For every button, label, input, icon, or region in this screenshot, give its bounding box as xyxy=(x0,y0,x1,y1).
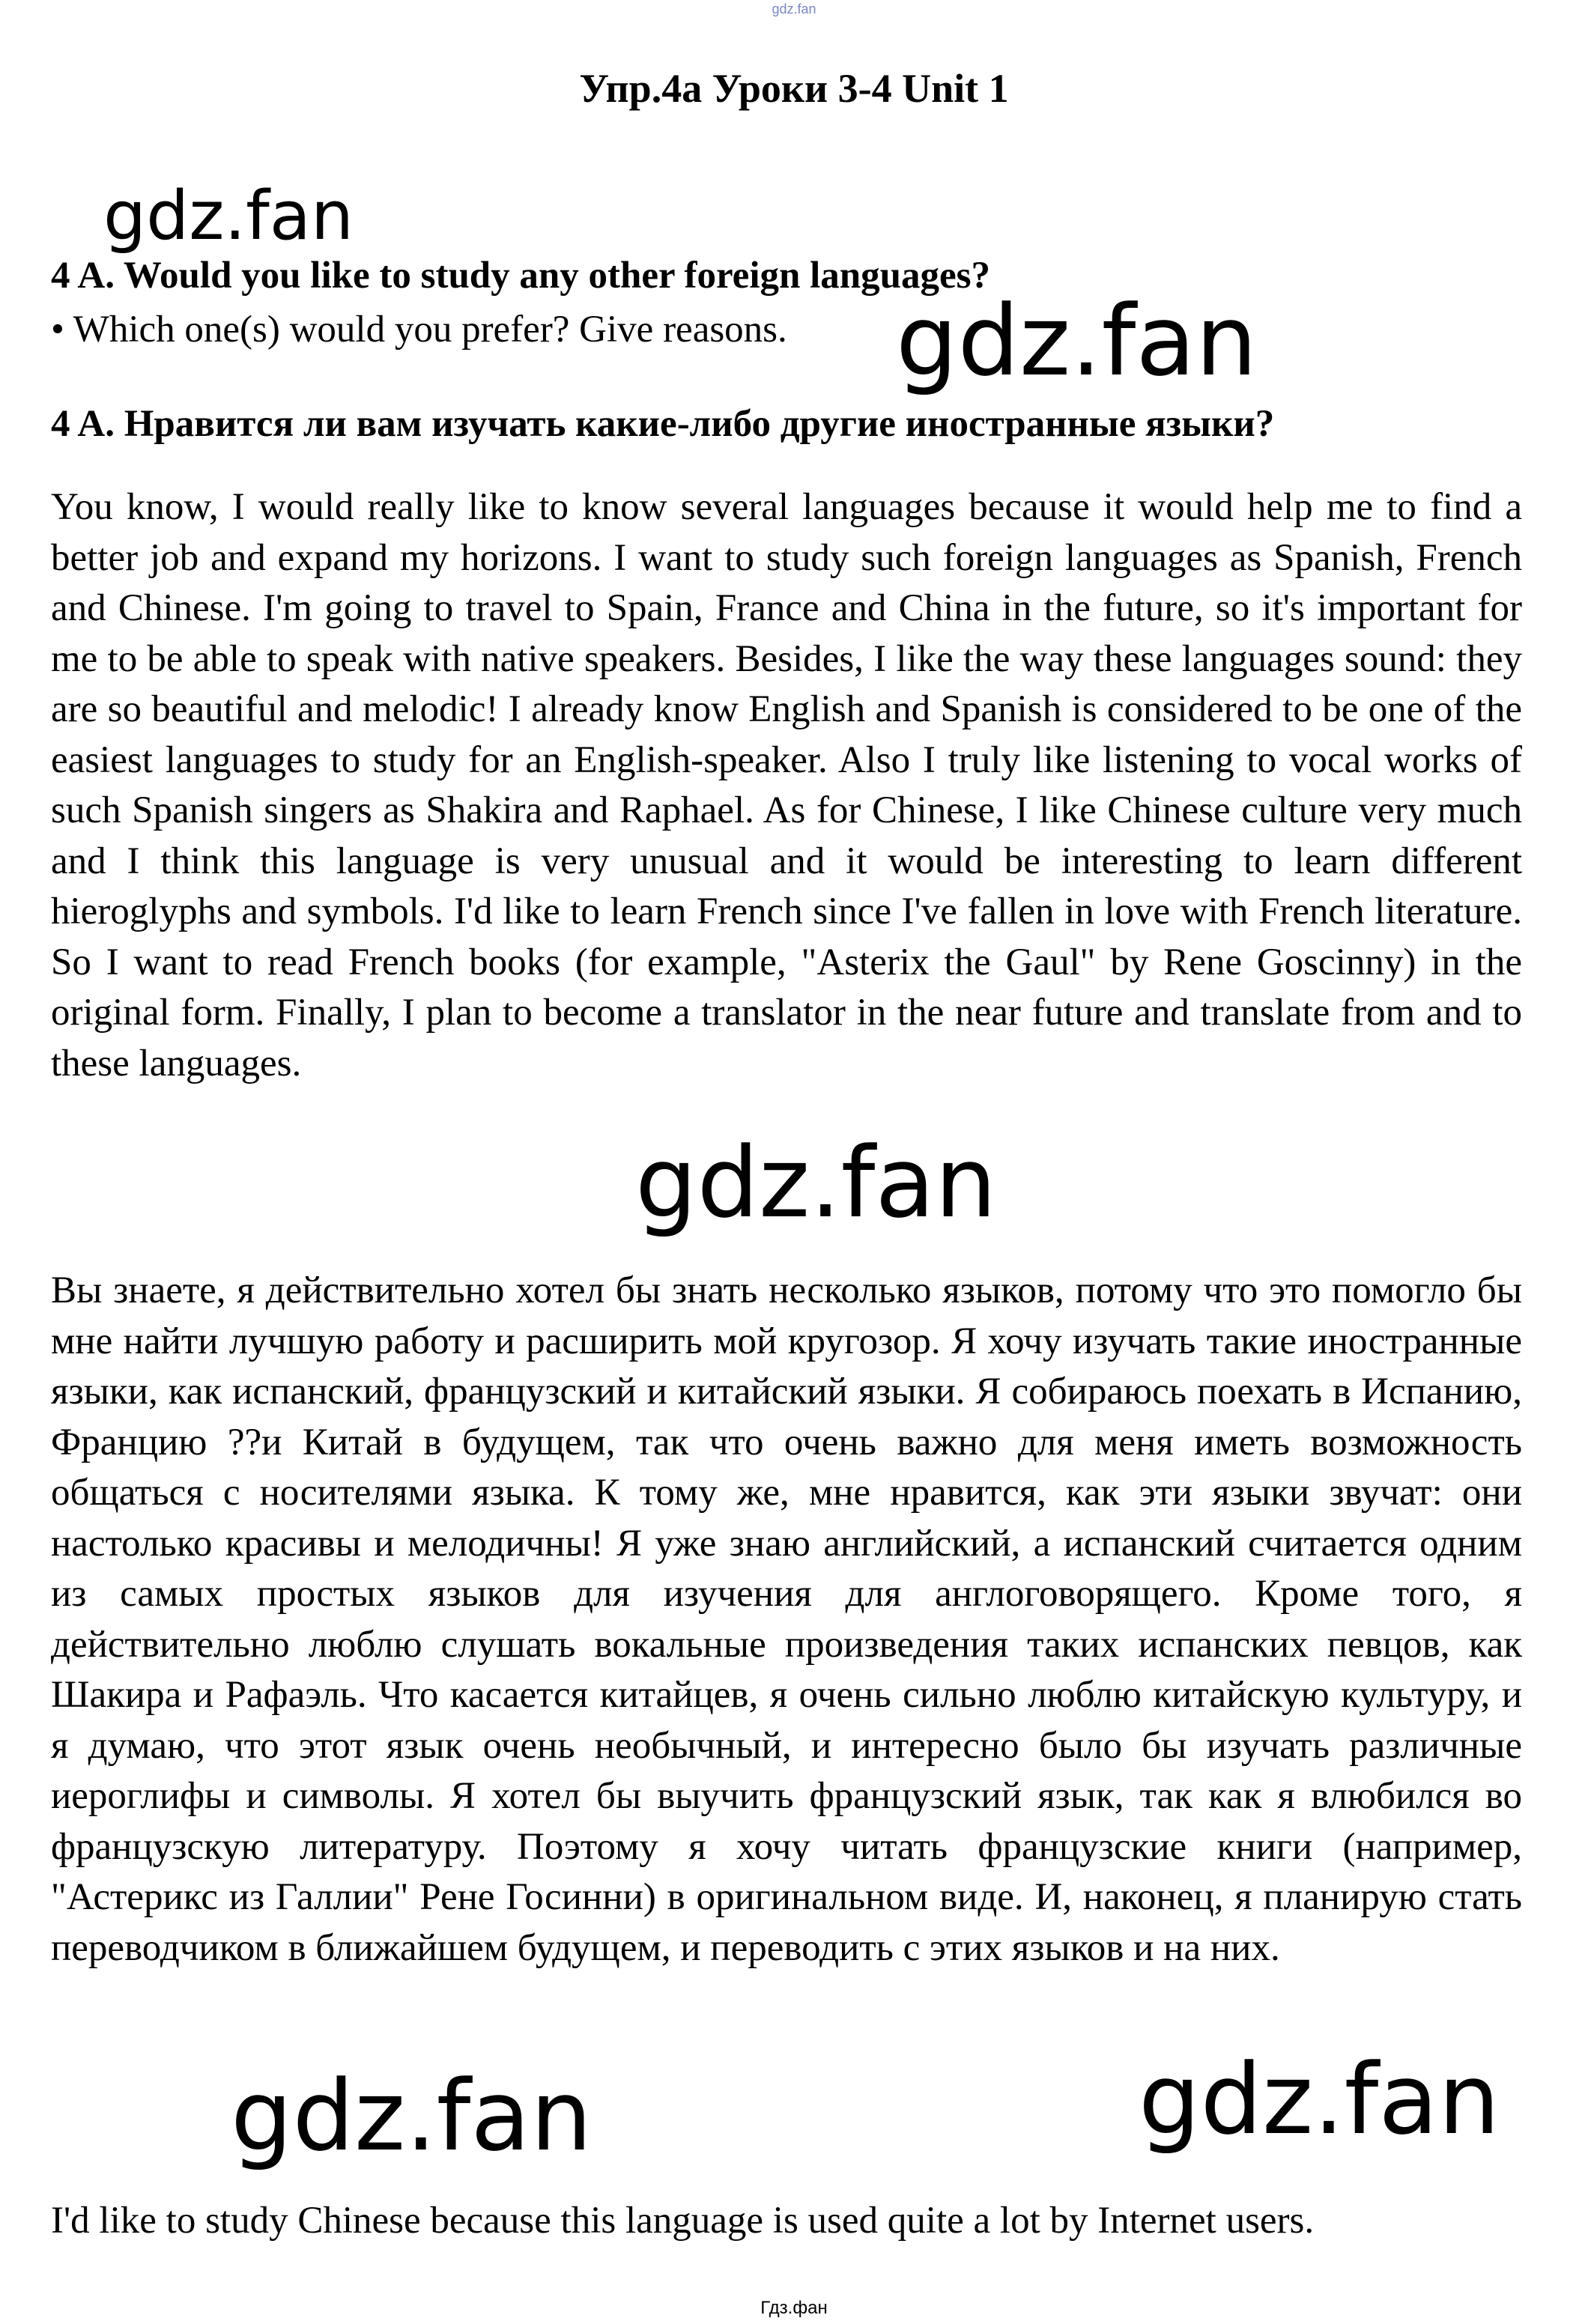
watermark: gdz.fan xyxy=(635,1126,997,1240)
answer-paragraph-extra: I'd like to study Chinese because this language is used quite a lot by Internet users. xyxy=(51,2200,1315,2242)
top-watermark-link[interactable]: gdz.fan xyxy=(772,1,816,16)
page-title: Упр.4а Уроки 3-4 Unit 1 xyxy=(579,66,1009,111)
exercise-question-english: 4 A. Would you like to study any other foreign languages? xyxy=(51,255,990,297)
exercise-question-russian: 4 A. Нравится ли вам изучать какие-либо другие иностранные языки? xyxy=(51,403,1275,445)
watermark: gdz.fan xyxy=(103,177,354,255)
watermark: gdz.fan xyxy=(1139,2042,1500,2156)
answer-paragraph-russian: Вы знаете, я действительно хотел бы знать несколько языков, потому что это помогло бы мне найти лучшую работу и расширить мой кругозор. Я хочу изучать такие иностранные языки, как испанский, французский и китайский языки. Я собираюсь поехать в Испанию, Францию ??и Китай в будущем, так что очень важно для меня иметь возможность общаться с носителями языка. К тому же, мне нравится, как эти языки звучат: они настолько красивы и мелодичны! Я уже знаю английский, а испанский считается одним из самых простых языков для изучения для англоговорящего. Кроме того, я действительно люблю слушать вокальные произведения таких испанских певцов, как Шакира и Рафаэль. Что касается китайцев, я очень сильно люблю китайскую культуру, и я думаю, что этот язык очень необычный, и интересно было бы изучать различные иероглифы и символы. Я хотел бы выучить французский язык, так как я влюбился во французскую литературу. Поэтому я хочу читать французские книги (например, "Астерикс из Галлии" Рене Госинни) в оригинальном виде. И, наконец, я планирую стать переводчиком в ближайшем будущем, и переводить с этих языков и на них. xyxy=(51,1269,1522,1969)
exercise-subquestion: • Which one(s) would you prefer? Give reasons. xyxy=(51,309,787,351)
watermark: gdz.fan xyxy=(231,2059,593,2173)
footer-text: Гдз.фан xyxy=(760,2298,828,2318)
watermark: gdz.fan xyxy=(896,284,1258,398)
answer-paragraph-english: You know, I would really like to know several languages because it would help me to find a better job and expand my horizons. I want to study such foreign languages as Spanish, French and Chinese. I'm going to travel to Spain, France and China in the future, so it's important for me to be able to speak with native speakers. Besides, I like the way these languages sound: they are so beautiful and melodic! I already know English and Spanish is considered to be one of the easiest languages to study for an English-speaker. Also I truly like listening to vocal works of such Spanish singers as Shakira and Raphael. As for Chinese, I like Chinese culture very much and I think this language is very unusual and it would be interesting to learn different hieroglyphs and symbols. I'd like to learn French since I've fallen in love with French literature. So I want to read French books (for example, "Asterix the Gaul" by Rene Goscinny) in the original form. Finally, I plan to become a translator in the near future and translate from and to these languages. xyxy=(51,486,1522,1084)
